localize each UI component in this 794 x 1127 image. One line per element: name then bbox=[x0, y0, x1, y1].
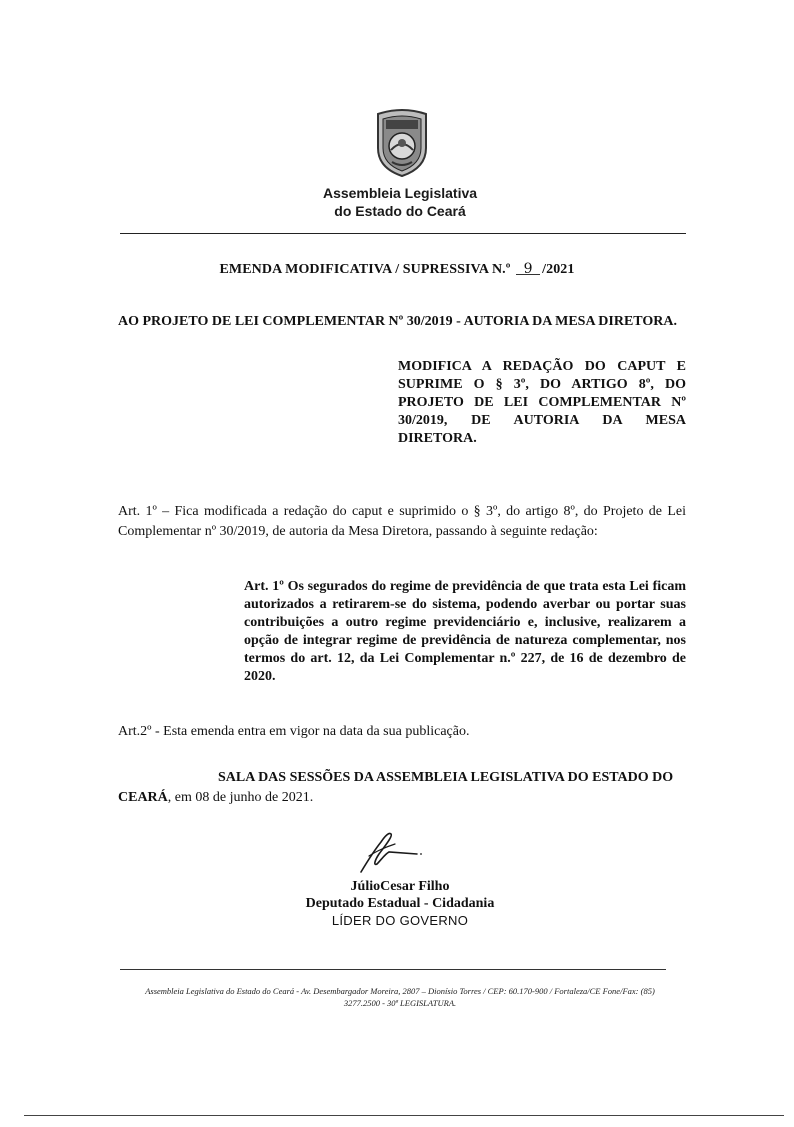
signer-name: JúlioCesar Filho bbox=[350, 879, 450, 894]
signer-role: LÍDER DO GOVERNO bbox=[331, 913, 469, 928]
session-date: , em 08 de junho de 2021. bbox=[167, 790, 314, 805]
institution-name-line1: Assembleia Legislativa bbox=[322, 185, 478, 201]
header-divider bbox=[120, 233, 686, 234]
institution-name-line2: do Estado do Ceará bbox=[334, 203, 466, 219]
footer-line-1: Assembleia Legislativa do Estado do Ceará - Av. Desembargador Moreira, 2807 – Dionísio Torres / CEP: 60.170-900 / Fortaleza/CE Fone/Fax: (85) bbox=[145, 986, 655, 996]
amendment-title-prefix: EMENDA MODIFICATIVA / SUPRESSIVA N.º bbox=[219, 262, 511, 277]
amendment-year: /2021 bbox=[542, 262, 575, 277]
footer-line-2: 3277.2500 - 30ª LEGISLATURA. bbox=[343, 998, 457, 1008]
article-2-paragraph: Art.2º - Esta emenda entra em vigor na data da sua publicação. bbox=[118, 724, 470, 739]
amendment-subject: AO PROJETO DE LEI COMPLEMENTAR Nº 30/2019 - AUTORIA DA MESA DIRETORA. bbox=[118, 314, 677, 329]
session-state: CEARÁ bbox=[118, 790, 168, 805]
signer-title: Deputado Estadual - Cidadania bbox=[305, 896, 495, 911]
article-1-paragraph: Art. 1º – Fica modificada a redação do caput e suprimido o § 3º, do artigo 8º, do Projeto de Lei Complementar nº 30/2019, de autoria da Mesa Diretora, passando à seguinte redação: bbox=[118, 504, 686, 539]
handwritten-signature bbox=[355, 826, 425, 876]
quoted-article-text: Art. 1º Os segurados do regime de previdência de que trata esta Lei ficam autorizados a retirarem-se do sistema, podendo averbar ou portar suas contribuições a outro regime previdenciário e, inclusive, realizarem a opção de integrar regime de previdência de natureza complementar, nos termos do art. 12, da Lei Complementar n.º 227, de 16 de dezembro de 2020. bbox=[244, 579, 686, 684]
session-hall-line: SALA DAS SESSÕES DA ASSEMBLEIA LEGISLATIVA DO ESTADO DO bbox=[218, 770, 674, 785]
amendment-number: 9 bbox=[514, 261, 542, 277]
state-coat-of-arms-icon bbox=[372, 108, 432, 178]
footer-address bbox=[100, 985, 700, 1009]
amendment-summary: MODIFICA A REDAÇÃO DO CAPUT E SUPRIME O § 3º, DO ARTIGO 8º, DO PROJETO DE LEI COMPLEMENTAR Nº 30/2019, DE AUTORIA DA MESA DIRETORA. bbox=[398, 359, 686, 446]
amendment-title bbox=[0, 261, 794, 278]
footer-divider bbox=[120, 969, 666, 970]
session-place-date bbox=[118, 768, 686, 808]
page-bottom-line bbox=[24, 1115, 784, 1116]
